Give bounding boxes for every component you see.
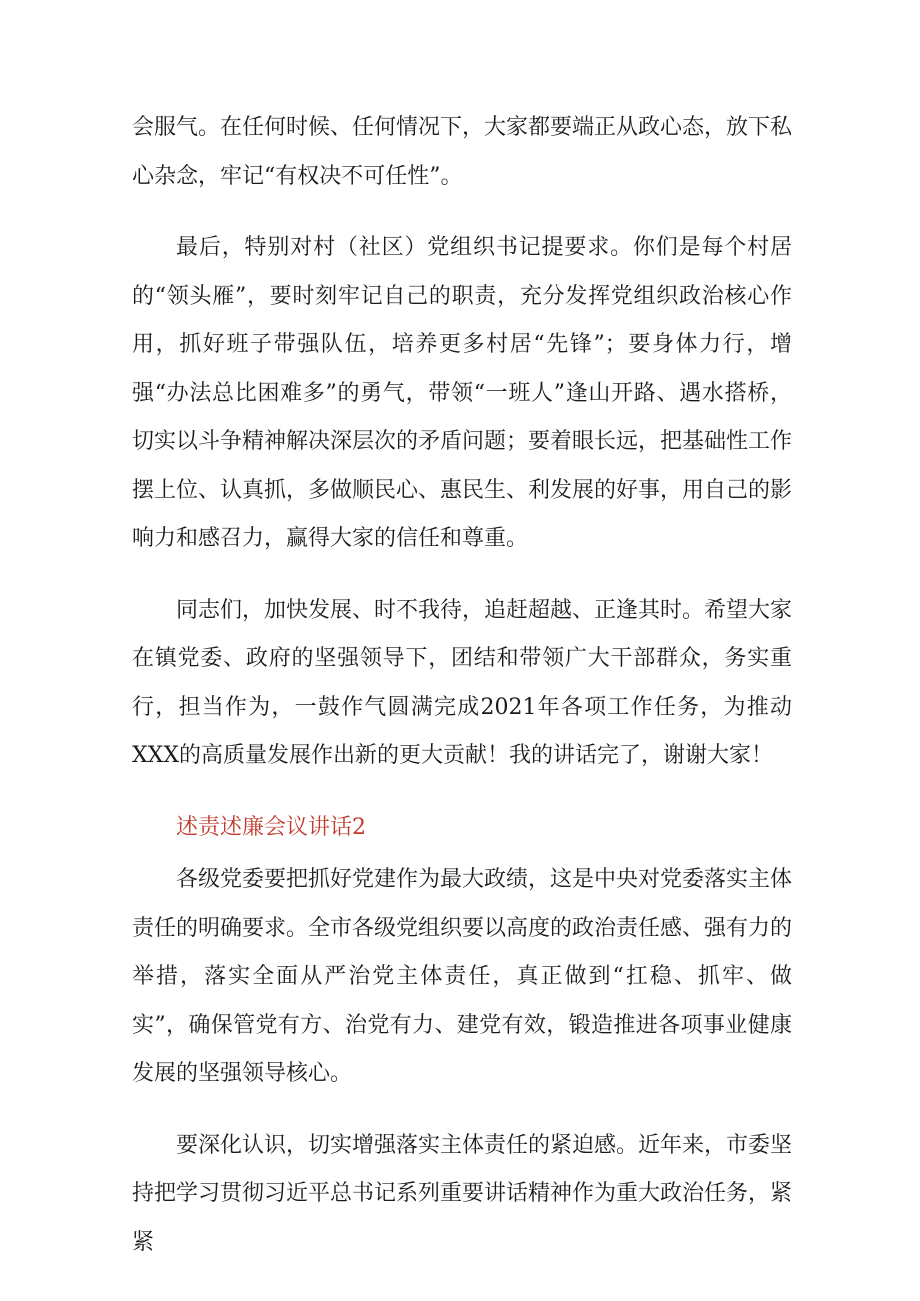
paragraph-village-secretaries: 最后，特别对村（社区）党组织书记提要求。你们是每个村居的“领头雁”，要时刻牢记自己的职责，充分发挥党组织政治核心作用，抓好班子带强队伍，培养更多村居“先锋”；要身体力行，增强“办法总比困难多”的勇气，带领“一班人”逢山开路、遇水搭桥，切实以斗争精神解决深层次的矛盾问题；要着眼长远，把基础性工作摆上位、认真抓，多做顺民心、惠民生、利发展的好事，用自己的影响力和感召力，赢得大家的信任和尊重。 [132, 235, 793, 551]
paragraph-continued: 会服气。在任何时候、任何情况下，大家都要端正从政心态，放下私心杂念，牢记“有权决不可任性”。 [132, 115, 793, 189]
paragraph-deepen-understanding: 要深化认识，切实增强落实主体责任的紧迫感。近年来，市委坚持把学习贯彻习近平总书记系列重要讲话精神作为重大政治任务，紧紧 [132, 1132, 793, 1255]
paragraph-party-building: 各级党委要把抓好党建作为最大政绩，这是中央对党委落实主体责任的明确要求。全市各级党组织要以高度的政治责任感、强有力的举措，落实全面从严治党主体责任，真正做到“扛稳、抓牢、做实”，确保管党有方、治党有力、建党有效，锻造推进各项事业健康发展的坚强领导核心。 [132, 867, 793, 1086]
section-heading: 述责述廉会议讲话2 [176, 814, 366, 840]
paragraph-closing: 同志们，加快发展、时不我待，追赶超越、正逢其时。希望大家在镇党委、政府的坚强领导下，团结和带领广大干部群众，务实重行，担当作为，一鼓作气圆满完成2021年各项工作任务，为推动XXX的高质量发展作出新的更大贡献！我的讲话完了，谢谢大家！ [132, 597, 793, 768]
document-body [132, 104, 792, 1290]
